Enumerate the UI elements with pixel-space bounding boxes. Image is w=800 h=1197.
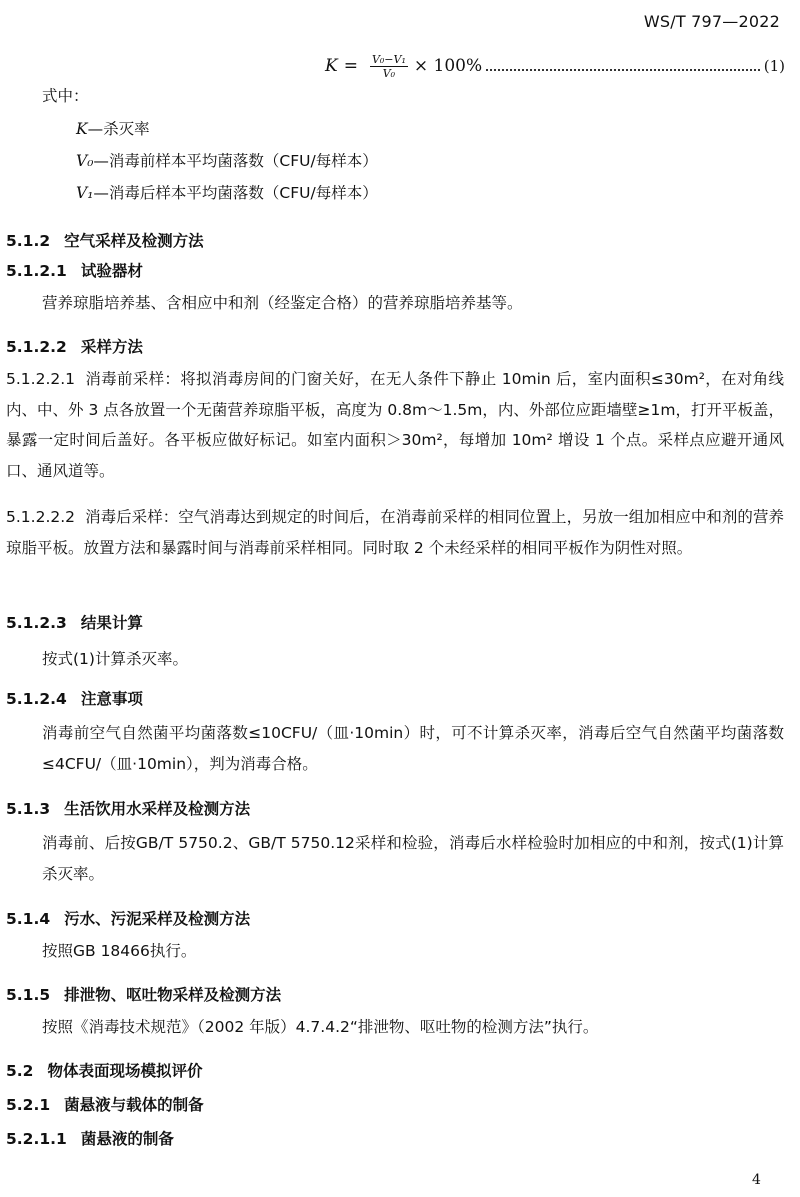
paragraph-text: 消毒后采样：空气消毒达到规定的时间后，在消毒前采样的相同位置上，另放一组加相应中和剂的营养琼脂平板。放置方法和暴露时间与消毒前采样相同。同时取 2 个未经采样的相同平板作为阴性对照。 (6, 508, 784, 557)
formula-leader-dots (486, 69, 760, 71)
section-title: 物体表面现场模拟评价 (47, 1062, 203, 1080)
heading-5-2-1 (6, 1094, 204, 1116)
formula-1 (325, 50, 785, 82)
body-5-1-3: 消毒前、后按GB/T 5750.2、GB/T 5750.12采样和检验，消毒后水样检验时加相应的中和剂，按式(1)计算杀灭率。 (42, 834, 784, 883)
heading-5-1-4 (6, 908, 250, 930)
variable-symbol: V₁ (76, 184, 94, 202)
section-number: 5.1.2.2.2 (6, 508, 76, 526)
body-5-1-2-1: 营养琼脂培养基、含相应中和剂（经鉴定合格）的营养琼脂培养基等。 (42, 294, 523, 312)
variable-desc: —杀灭率 (87, 120, 150, 138)
variable-desc: —消毒前样本平均菌落数（CFU/每样本） (93, 152, 378, 170)
section-title: 结果计算 (80, 614, 143, 632)
section-title: 菌悬液的制备 (80, 1130, 174, 1148)
heading-5-2-1-1 (6, 1128, 174, 1150)
heading-5-2 (6, 1060, 202, 1082)
heading-5-1-2-1 (6, 260, 143, 282)
formula-number: (1) (763, 57, 785, 75)
variable-v0 (76, 150, 378, 172)
paragraph-5-1-2-2-1 (6, 364, 784, 486)
formula-fraction (370, 53, 408, 80)
section-number: 5.1.2.4 (6, 690, 67, 708)
heading-5-1-2 (6, 230, 204, 252)
formula-denominator: V₀ (382, 66, 396, 80)
section-number: 5.1.2.1 (6, 262, 67, 280)
variable-desc: —消毒后样本平均菌落数（CFU/每样本） (93, 184, 378, 202)
section-number: 5.1.2.2 (6, 338, 67, 356)
formula-lhs: K (325, 56, 338, 76)
variable-v1 (76, 182, 378, 204)
body-5-1-4: 按照GB 18466执行。 (42, 942, 197, 960)
section-title: 采样方法 (80, 338, 143, 356)
section-number: 5.2 (6, 1062, 34, 1080)
section-number: 5.1.4 (6, 910, 51, 928)
section-number: 5.2.1 (6, 1096, 51, 1114)
section-title: 生活饮用水采样及检测方法 (64, 800, 251, 818)
section-number: 5.1.2 (6, 232, 51, 250)
section-title: 污水、污泥采样及检测方法 (64, 910, 251, 928)
heading-5-1-2-4 (6, 688, 143, 710)
body-5-1-2-3: 按式(1)计算杀灭率。 (42, 650, 188, 668)
document-code: WS/T 797—2022 (643, 12, 780, 31)
formula-times-percent: × 100% (413, 56, 483, 76)
section-title: 菌悬液与载体的制备 (64, 1096, 204, 1114)
section-title: 注意事项 (80, 690, 143, 708)
paragraph-5-1-2-2-2 (6, 502, 784, 563)
section-number: 5.1.3 (6, 800, 51, 818)
section-number: 5.1.2.2.1 (6, 370, 76, 388)
section-title: 排泄物、呕吐物采样及检测方法 (64, 986, 282, 1004)
section-number: 5.2.1.1 (6, 1130, 67, 1148)
heading-5-1-3 (6, 798, 250, 820)
section-number: 5.1.5 (6, 986, 51, 1004)
variable-symbol: K (76, 120, 88, 138)
formula-equals: = (343, 56, 358, 76)
where-label: 式中： (42, 87, 89, 105)
variable-k (76, 118, 150, 140)
heading-5-1-2-3 (6, 612, 143, 634)
heading-5-1-5 (6, 984, 281, 1006)
formula-numerator: V₀−V₁ (371, 52, 406, 66)
body-5-1-5: 按照《消毒技术规范》（2002 年版）4.7.4.2“排泄物、呕吐物的检测方法”执行。 (42, 1018, 599, 1036)
page-number: 4 (752, 1172, 761, 1188)
body-5-1-2-4: 消毒前空气自然菌平均菌落数≤10CFU/（皿·10min）时，可不计算杀灭率，消毒后空气自然菌平均菌落数≤4CFU/（皿·10min），判为消毒合格。 (42, 724, 784, 773)
section-number: 5.1.2.3 (6, 614, 67, 632)
section-title: 空气采样及检测方法 (64, 232, 204, 250)
variable-symbol: V₀ (76, 152, 94, 170)
paragraph-text: 消毒前采样：将拟消毒房间的门窗关好，在无人条件下静止 10min 后，室内面积≤30m²，在对角线内、中、外 3 点各放置一个无菌营养琼脂平板，高度为 0.8m～1.5m，内、外部位应距墙壁≥1m，打开平板盖，暴露一定时间后盖好。各平板应做好标记。如室内面积＞30m²，每增加 10m² 增设 1 个点。采样点应避开通风口、通风道等。 (6, 370, 784, 480)
section-title: 试验器材 (80, 262, 143, 280)
heading-5-1-2-2 (6, 336, 143, 358)
